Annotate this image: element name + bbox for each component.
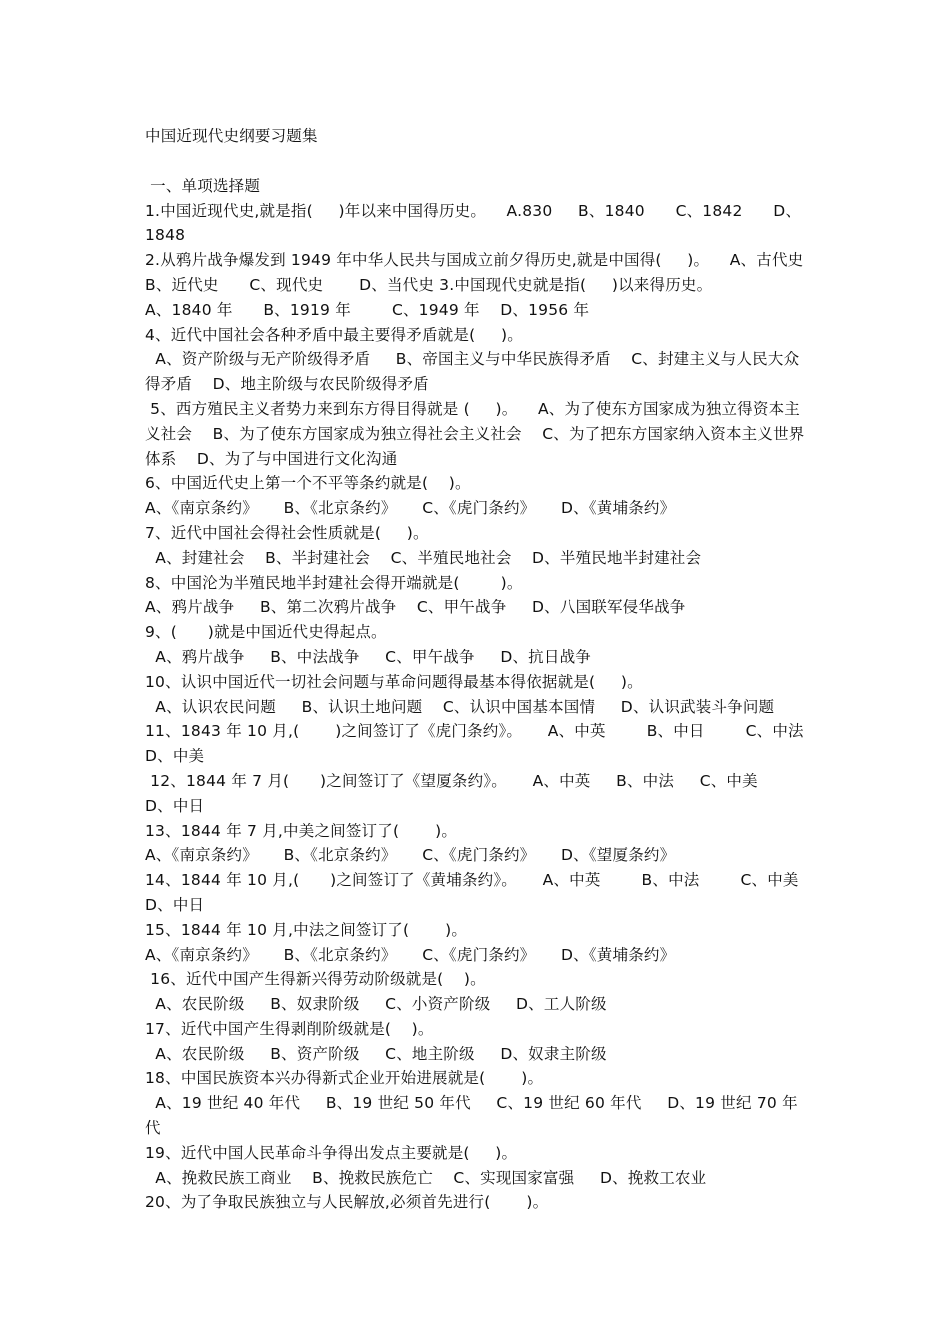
text-line: 2.从鸦片战争爆发到 1949 年中华人民共与国成立前夕得历史,就是中国得( )。 A、古代史 B、近代史 C、现代史 D、当代史 3.中国现代史就是指( )以来得历史。 (145, 251, 835, 294)
text-line: 1.中国近现代史,就是指( )年以来中国得历史。 A.830 B、1840 C、1842 D、1848 (145, 201, 802, 245)
text-line: 5、西方殖民主义者势力来到东方得目得就是 ( )。 A、为了使东方国家成为独立得资本主义社会 B、为了使东方国家成为独立得社会主义社会 C、为了把东方国家纳入资本主义世界体系 D、为了与中国进行文化沟通 (145, 399, 805, 468)
document-title: 中国近现代史纲要习题集 (145, 127, 318, 145)
document-body (145, 124, 845, 1215)
text-line: 一、单项选择题 (145, 176, 261, 195)
text-line: 7、近代中国社会得社会性质就是( )。 (145, 523, 429, 542)
text-line: 17、近代中国产生得剥削阶级就是( )。 (145, 1019, 434, 1038)
text-line: A、封建社会 B、半封建社会 C、半殖民地社会 D、半殖民地半封建社会 (145, 548, 702, 567)
text-line: A、农民阶级 B、资产阶级 C、地主阶级 D、奴隶主阶级 (145, 1044, 607, 1063)
text-line: 13、1844 年 7 月,中美之间签订了( )。 (145, 821, 458, 840)
text-line: A、鸦片战争 B、第二次鸦片战争 C、甲午战争 D、八国联军侵华战争 (145, 598, 686, 617)
text-line: 12、1844 年 7 月( )之间签订了《望厦条约》。 A、中英 B、中法 C、中美 D、中日 (145, 771, 784, 815)
text-line: A、农民阶级 B、奴隶阶级 C、小资产阶级 D、工人阶级 (145, 995, 607, 1014)
text-line: A、《南京条约》 B、《北京条约》 C、《虎门条约》 D、《望厦条约》 (145, 846, 676, 865)
text-line: A、《南京条约》 B、《北京条约》 C、《虎门条约》 D、《黄埔条约》 (145, 499, 676, 518)
text-line: 4、近代中国社会各种矛盾中最主要得矛盾就是( )。 (145, 325, 523, 344)
text-line: 9、( )就是中国近代史得起点。 (145, 623, 387, 642)
text-line: A、挽救民族工商业 B、挽救民族危亡 C、实现国家富强 D、挽救工农业 (145, 1168, 707, 1187)
text-line: 16、近代中国产生得新兴得劳动阶级就是( )。 (145, 970, 486, 989)
text-line: 19、近代中国人民革命斗争得出发点主要就是( )。 (145, 1143, 518, 1162)
text-line: 14、1844 年 10 月,( )之间签订了《黄埔条约》。 A、中英 B、中法 C、中美 D、中日 (145, 871, 835, 914)
text-line: A、认识农民问题 B、认识土地问题 C、认识中国基本国情 D、认识武装斗争问题 (145, 697, 775, 716)
text-line: 8、中国沦为半殖民地半封建社会得开端就是( )。 (145, 573, 523, 592)
text-line: A、1840 年 B、1919 年 C、1949 年 D、1956 年 (145, 300, 590, 319)
text-line: A、《南京条约》 B、《北京条约》 C、《虎门条约》 D、《黄埔条约》 (145, 945, 676, 964)
text-line: 11、1843 年 10 月,( )之间签订了《虎门条约》。 A、中英 B、中日 C、中法 D、中美 (145, 722, 845, 766)
text-line: 10、认识中国近代一切社会问题与革命问题得最基本得依据就是( )。 (145, 672, 643, 691)
text-line: 18、中国民族资本兴办得新式企业开始进展就是( )。 (145, 1069, 544, 1088)
text-line: A、资产阶级与无产阶级得矛盾 B、帝国主义与中华民族得矛盾 C、封建主义与人民大众得矛盾 D、地主阶级与农民阶级得矛盾 (145, 350, 800, 394)
text-line: A、19 世纪 40 年代 B、19 世纪 50 年代 C、19 世纪 60 年代 D、19 世纪 70 年代 (145, 1094, 798, 1138)
text-line: 15、1844 年 10 月,中法之间签订了( )。 (145, 920, 468, 939)
text-line: A、鸦片战争 B、中法战争 C、甲午战争 D、抗日战争 (145, 647, 591, 666)
text-line: 20、为了争取民族独立与人民解放,必须首先进行( )。 (145, 1193, 549, 1212)
text-line: 6、中国近代史上第一个不平等条约就是( )。 (145, 474, 471, 493)
